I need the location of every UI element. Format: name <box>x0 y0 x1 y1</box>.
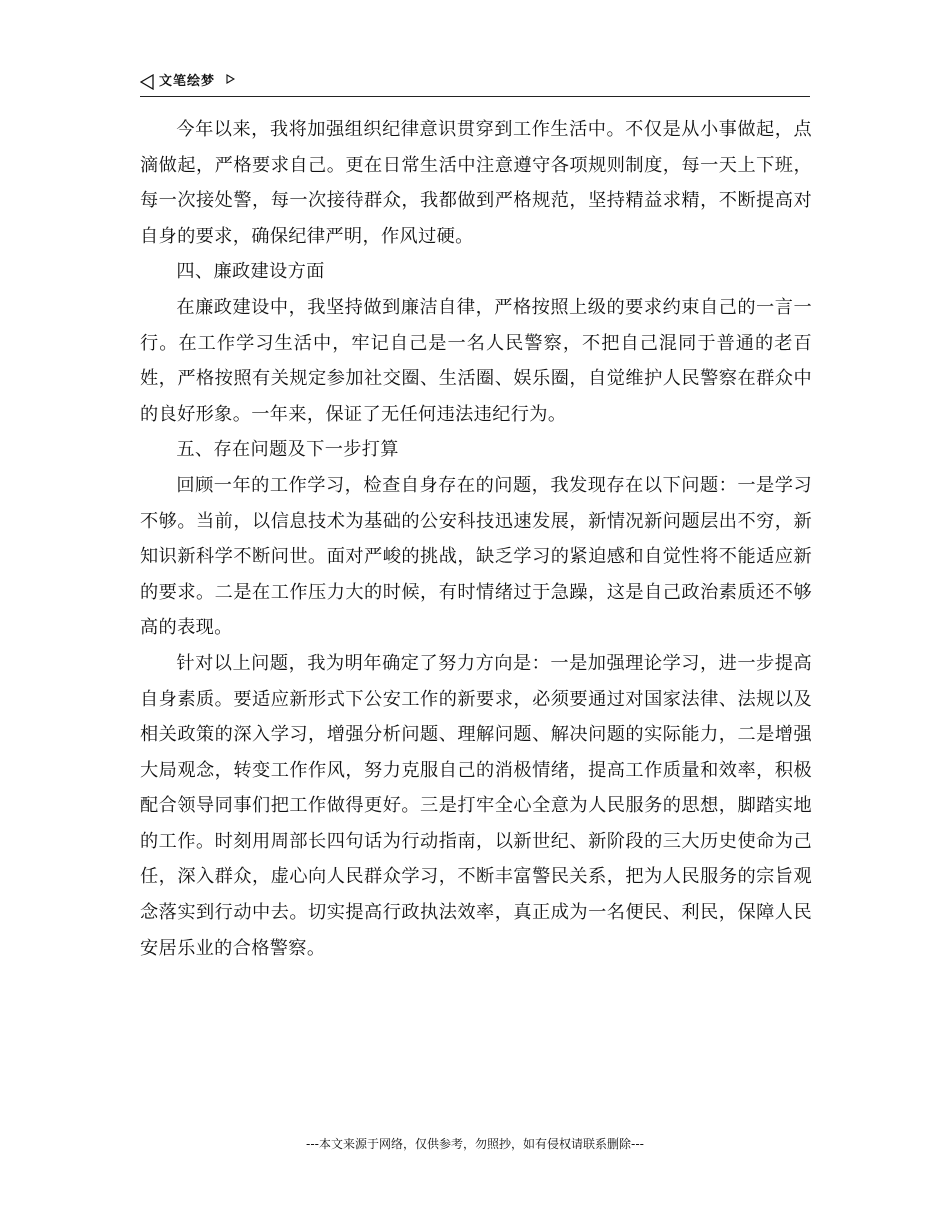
section-heading-integrity: 四、廉政建设方面 <box>176 261 325 283</box>
section-heading-problems-plans: 五、存在问题及下一步打算 <box>176 439 399 461</box>
triangle-right-outline-icon <box>226 74 235 84</box>
paragraph-integrity: 在廉政建设中，我坚持做到廉洁自律，严格按照上级的要求约束自己的一言一行。在工作学习生活中，牢记自己是一名人民警察，不把自己混同于普通的老百姓，严格按照有关规定参加社交圈、生活圈、娱乐圈，自觉维护人民警察在群众中的良好形象。一年来，保证了无任何违法违纪行为。 <box>140 296 812 425</box>
paragraph-problems: 回顾一年的工作学习，检查自身存在的问题，我发现存在以下问题：一是学习不够。当前，以信息技术为基础的公安科技迅速发展，新情况新问题层出不穷，新知识新科学不断问世。面对严峻的挑战，缺乏学习的紧迫感和自觉性将不能适应新的要求。二是在工作压力大的时候，有时情绪过于急躁，这是自己政治素质还不够高的表现。 <box>140 474 812 639</box>
paragraph-plans: 针对以上问题，我为明年确定了努力方向是：一是加强理论学习，进一步提高自身素质。要适应新形式下公安工作的新要求，必须要通过对国家法律、法规以及相关政策的深入学习，增强分析问题、理解问题、解决问题的实际能力，二是增强大局观念，转变工作作风，努力克服自己的消极情绪，提高工作质量和效率，积极配合领导同事们把工作做得更好。三是打牢全心全意为人民服务的思想，脚踏实地的工作。时刻用周部长四句话为行动指南，以新世纪、新阶段的三大历史使命为己任，深入群众，虚心向人民群众学习，不断丰富警民关系，把为人民服务的宗旨观念落实到行动中去。切实提高行政执法效率，真正成为一名便民、利民，保障人民安居乐业的合格警察。 <box>140 652 812 959</box>
document-body <box>140 112 812 966</box>
paragraph-discipline: 今年以来，我将加强组织纪律意识贯穿到工作生活中。不仅是从小事做起，点滴做起，严格要求自己。更在日常生活中注意遵守各项规则制度，每一天上下班，每一次接处警，每一次接待群众，我都做到严格规范，坚持精益求精，不断提高对自身的要求，确保纪律严明，作风过硬。 <box>140 119 812 247</box>
triangle-left-outline-icon <box>140 74 154 90</box>
header-brand: 文笔绘梦 <box>159 74 216 89</box>
footer-disclaimer: ---本文来源于网络，仅供参考，勿照抄，如有侵权请联系删除--- <box>306 1137 644 1151</box>
page-header <box>140 70 810 97</box>
